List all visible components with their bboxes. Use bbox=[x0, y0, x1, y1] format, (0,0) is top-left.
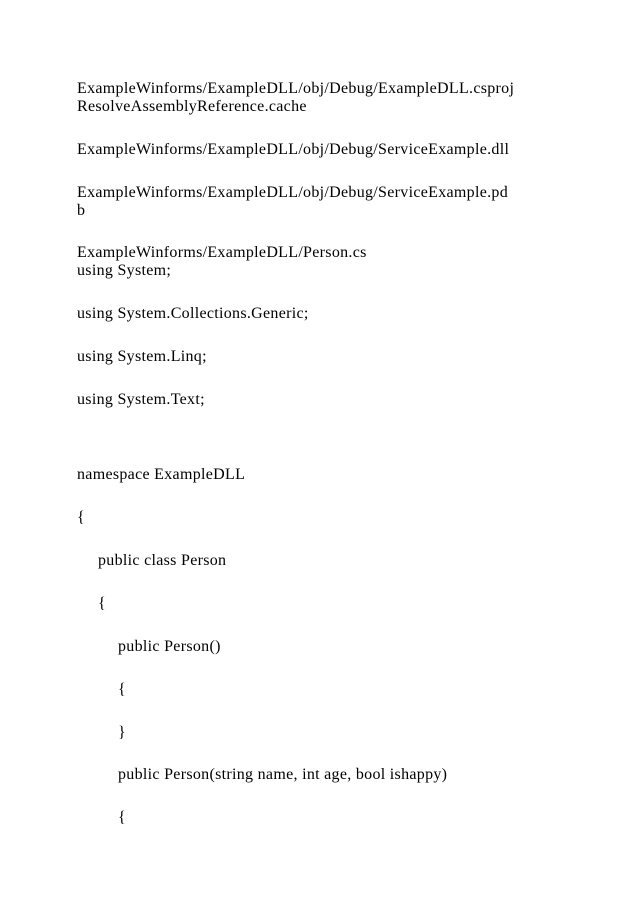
code-line: { bbox=[77, 509, 85, 526]
code-line: using System; bbox=[77, 262, 172, 279]
code-line: { bbox=[118, 681, 126, 698]
file-path-line: ExampleWinforms/ExampleDLL/obj/Debug/ExampleDLL.csproj bbox=[77, 80, 515, 97]
code-line: { bbox=[98, 595, 106, 612]
code-line: namespace ExampleDLL bbox=[77, 466, 246, 483]
code-line: using System.Linq; bbox=[77, 348, 207, 365]
code-line: using System.Collections.Generic; bbox=[77, 305, 309, 322]
code-line: using System.Text; bbox=[77, 391, 205, 408]
file-path-line: ResolveAssemblyReference.cache bbox=[77, 98, 307, 115]
code-line: public Person(string name, int age, bool ishappy) bbox=[118, 766, 448, 783]
file-path-line: b bbox=[77, 202, 86, 219]
file-path-line: ExampleWinforms/ExampleDLL/obj/Debug/ServiceExample.pd bbox=[77, 184, 508, 201]
code-line: public class Person bbox=[98, 552, 227, 569]
code-line: public Person() bbox=[118, 638, 221, 655]
code-line: { bbox=[118, 809, 126, 826]
file-path-line: ExampleWinforms/ExampleDLL/Person.cs bbox=[77, 244, 367, 261]
file-path-line: ExampleWinforms/ExampleDLL/obj/Debug/ServiceExample.dll bbox=[77, 141, 510, 158]
code-line: } bbox=[118, 724, 126, 741]
